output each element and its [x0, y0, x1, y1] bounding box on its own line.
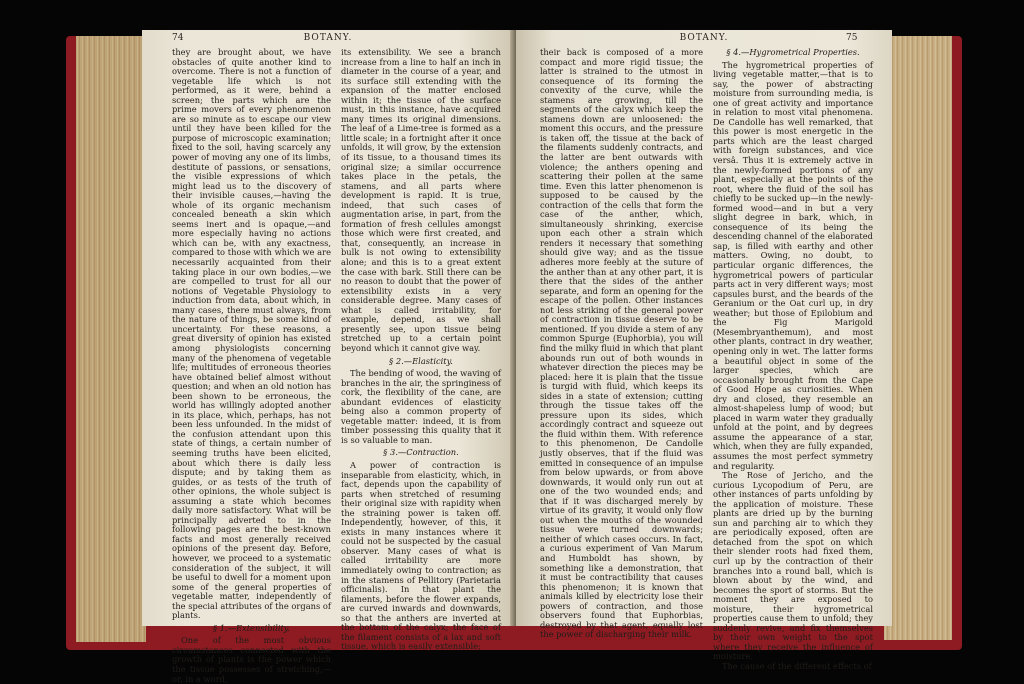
right-page	[516, 30, 892, 671]
right-running-header	[516, 33, 892, 45]
left-column-2	[341, 47, 501, 652]
paragraph: they are brought about, we have obstacles of quite another kind to overcome. There is not a function of vegetable life which is not performed, as it were, behind a screen; the parts which are the prime movers of every phenomenon are so minute as to escape our view until they have been killed for the purpose of microscopic examination; fixed to the soil, having scarcely any power of moving any one of its limbs, destitute of passions, or sensations, the visible expressions of which might lead us to the discovery of their invisible causes,—having the whole of its organic mechanism concealed beneath a skin which seems inert and is opaque,—and more especially having no actions which can be, with any exactness, compared to those with which we are necessarily acquainted from their taking place in our own bodies,—we are compelled to trust for all our notions of Vegetable Physiology to induction from data, about which, in many cases, there must always, from the nature of things, be some kind of uncertainty. For these reasons, a great diversity of opinion has existed among physiologists concerning many of the phenomena of vegetable life; multitudes of erroneous theories have obtained belief almost without question; and when an old notion has been shown to be erroneous, the world has willingly adopted another in its place, which, perhaps, has not been less unfounded. In the midst of the confusion attendant upon this state of things, a certain number of seeming truths have been elicited, about which there is daily less dispute; and by taking them as guides, or as tests of the truth of other opinions, the whole subject is assuming a state which becomes daily more satisfactory. What will be principally adverted to in the following pages are the best-known facts and most generally received opinions of the present day. Before, however, we proceed to a systematic consideration of the subject, it will be useful to dwell for a moment upon some of the general properties of vegetable matter, independently of the special attributes of the organs of plants.	[172, 47, 331, 621]
right-running-head: BOTANY.	[679, 33, 729, 43]
section-heading-extensibility: § 1.—Extensibility.	[212, 622, 291, 633]
left-page	[142, 30, 514, 684]
paragraph: The bending of wood, the waving of branches in the air, the springiness of cork, the flexibility of the cane, are abundant evidences of elasticity being also a common property of vegetable matter: indeed, it is from timber possessing this quality that it is so valuable to man.	[341, 368, 501, 445]
paragraph: The cause of the different effects of	[722, 661, 872, 671]
left-running-header	[142, 33, 514, 45]
left-page-number: 74	[172, 33, 184, 43]
paragraph: One of the most obvious circumstances connected with the growth of plants is the power which the tissue possesses of stretching,—or, in a word,	[172, 635, 331, 684]
paragraph: The hygrometrical properties of living vegetable matter,—that is to say, the power of abstracting moisture from surrounding media, is one of great activity and importance in relation to most vital phenomena. De Candolle has well remarked, that this power is most energetic in the parts which are the least charged with foreign substances, and vice versâ. Thus it is extremely active in the newly-formed portions of any plant, especially at the points of the root, where the fluid of the soil has chiefly to be sucked up—in the newly-formed wood—and in but a very slight degree in bark, which, in consequence of its being the descending channel of the elaborated sap, is filled with earthy and other matters. Owing, no doubt, to particular organic differences, the hygrometrical powers of particular parts act in very different ways; most capsules burst, and the beards of the Geranium or the Oat curl up, in dry weather; but those of Epilobium and the Fig Marigold (Mesembryanthemum), and most other plants, contract in dry weather, opening only in wet. The latter forms a beautiful object in some of the larger species, which are occasionally brought from the Cape of Good Hope as curiosities. When dry and closed, they resemble an almost-shapeless lump of wood; but placed in warm water they gradually unfold at the point, and by degrees assume the appearance of a star, which, when they are fully expanded, assumes the most perfect symmetry and regularity.	[713, 59, 873, 471]
section-heading-contraction: § 3.—Contraction.	[383, 447, 459, 458]
paragraph: A power of contraction is inseparable from elasticity, which, in fact, depends upon the capability of parts when stretched of resuming their original size with rapidity when the straining power is taken off. Independently, however, of this, it exists in many instances where it could not be suspected by the casual observer. Many cases of what is called irritability are more immediately owing to contraction; as in the stamens of Pellitory (Parietaria officinalis). In that plant the filaments, before the flower expands, are curved inwards and downwards, so that the anthers are inverted at the bottom of the calyx; the face of the filament consists of a lax and soft tissue, which is easily extensible;	[341, 459, 501, 652]
paragraph: its extensibility. We see a branch increase from a line to half an inch in diameter in the course of a year, and its surface still extending with the expansion of the matter enclosed within it; the tissue of the surface must, in this instance, have acquired many times its original dimensions. The leaf of a Lime-tree is formed as a little scale; in a fortnight after it once unfolds, it will grow, by the extension of its tissue, to a thousand times its original size; a similar occurrence takes place in the petals, the stamens, and all parts where development is rapid. It is true, indeed, that such cases of augmentation arise, in part, from the formation of fresh cellules amongst those which were first created, and that, consequently, an increase in bulk is not owing to extensibility alone; and this is to a great extent the case with bark. Still there can be no reason to doubt that the power of extensibility exists in a very considerable degree. Many cases of what is called irritability, for example, depend, as we shall presently see, upon tissue being stretched up to a certain point beyond which it cannot give way.	[341, 47, 501, 353]
section-heading-elasticity: § 2.—Elasticity.	[389, 355, 453, 366]
paragraph: The Rose of Jericho, and the curious Lycopodium of Peru, are other instances of parts unfolding by the application of moisture. These plants are dried up by the burning sun and parching air to which they are periodically exposed, often are detached from the spot on which their slender roots had fixed them, curl up by the contraction of their branches into a round ball, which is blown about by the wind, and becomes the sport of storms. But the moment they are exposed to moisture, their hygrometrical properties cause them to unfold; they suddenly revive, and fix themselves by their own weight to the spot where they receive the influence of moisture.	[713, 470, 873, 662]
right-page-edges	[884, 36, 952, 640]
paragraph: their back is composed of a more compact and more rigid tissue; the latter is strained to the utmost in consequence of its forming the convexity of the curve, while the stamens are growing, till the segments of the calyx which keep the stamens down are unloosened: the moment this occurs, and the pressure is taken off, the tissue at the back of the filaments suddenly contracts, and the latter are bent outwards with violence; the anthers opening and scattering their pollen at the same time. Even this latter phenomenon is supposed to be caused by the contraction of the cells that form the case of the anther, which, simultaneously shrinking, exercise upon each other a strain which renders it necessary that something should give way; and as the tissue adheres more feebly at the suture of the anther than at any other part, it is there that the sides of the anther separate, and form an opening for the escape of the pollen. Other instances not less striking of the general power of contraction in tissue deserve to be mentioned. If you divide a stem of any common Spurge (Euphorbia), you will find the milky fluid in which that plant abounds run out of both wounds in whatever direction the pieces may be placed: here it is plain that the tissue is turgid with fluid, which keeps its sides in a state of extension; cutting through the tissue takes off the pressure upon its sides, which accordingly contract and squeeze out the fluid within them. With reference to this phenomenon, De Candolle justly observes, that if the fluid was emitted in consequence of an impulse from below upwards, or from above downwards, it would only run out at one of the two wounded ends; and that if it was discharged merely by virtue of its gravity, it would only flow out when the mouths of the wounded tissue were turned downwards; neither of which cases occurs. In fact, a curious experiment of Van Marum and Humboldt has shown, by something like a demonstration, that it must be contractibility that causes this phenomenon; it is known that animals killed by electricity lose their powers of contraction, and those observers found that Euphorbias, destroyed by that agent, equally lost the power of discharging their milk.	[540, 47, 703, 640]
right-column-2	[713, 47, 873, 671]
left-column-1	[172, 47, 331, 684]
right-page-number: 75	[846, 33, 858, 43]
section-heading-hygrometrical: § 4.—Hygrometrical Properties.	[726, 47, 860, 57]
left-running-head: BOTANY.	[303, 33, 353, 43]
left-page-edges	[76, 36, 146, 642]
right-column-1	[540, 47, 703, 640]
